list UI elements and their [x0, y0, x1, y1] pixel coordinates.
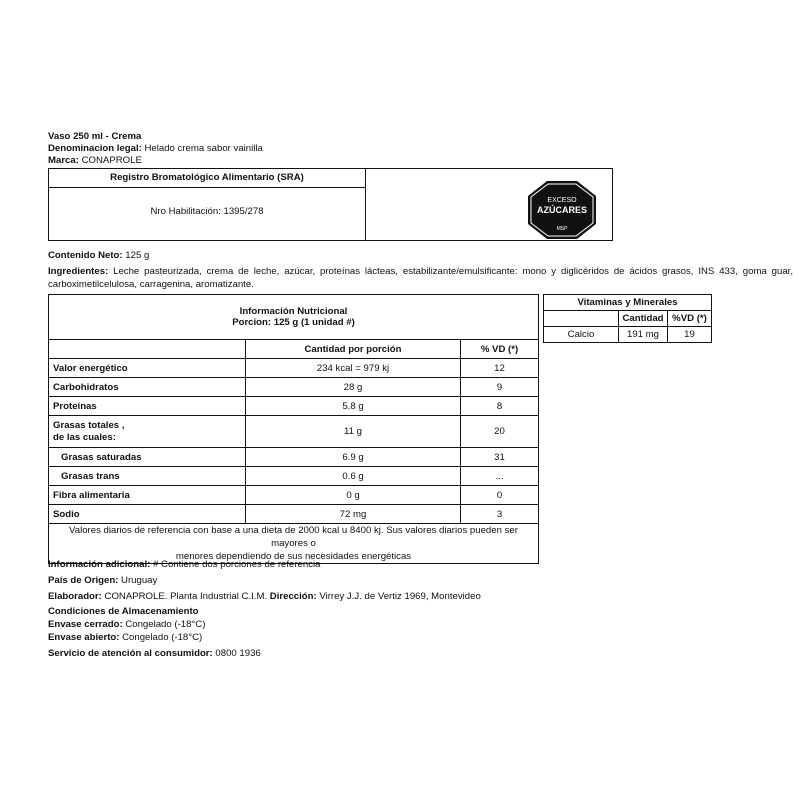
servicio-value: 0800 1936 [212, 648, 261, 659]
adicional-line [48, 559, 321, 571]
condiciones-heading: Condiciones de Almacenamiento [48, 606, 199, 617]
contenido-label: Contenido Neto: [48, 250, 123, 261]
nutrient-name: Fibra alimentaria [49, 486, 246, 505]
nutrient-name: Carbohidratos [49, 378, 246, 397]
seal-line1: EXCESO [547, 197, 577, 204]
nutrition-footnote-row [49, 524, 539, 564]
vitamins-header-empty [544, 311, 619, 327]
vitamins-header-cantidad: Cantidad [619, 311, 668, 327]
table-row [49, 359, 539, 378]
contenido-line [48, 250, 149, 262]
nutrition-title [49, 295, 539, 340]
registro-panel [49, 169, 366, 240]
abierto-label: Envase abierto: [48, 632, 120, 643]
table-row [49, 397, 539, 416]
servicio-label: Servicio de atención al consumidor: [48, 648, 213, 659]
nutrient-vd: 31 [461, 448, 539, 467]
contenido-value: 125 g [122, 250, 150, 261]
table-row [49, 486, 539, 505]
nutrition-header-cantidad: Cantidad por porción [246, 340, 461, 359]
nutrition-title-2: Porcion: 125 g (1 unidad #) [232, 317, 355, 328]
cerrado-label: Envase cerrado: [48, 619, 123, 630]
nutrition-header-vd: % VD (*) [461, 340, 539, 359]
nutrient-name: Valor energético [49, 359, 246, 378]
nutrient-qty: 28 g [246, 378, 461, 397]
nutrient-qty: 0 g [246, 486, 461, 505]
denominacion-line [48, 143, 263, 155]
adicional-label: Información adicional: [48, 559, 151, 570]
denominacion-label: Denominacion legal: [48, 143, 142, 154]
table-row [49, 448, 539, 467]
registro-title: Registro Bromatológico Alimentario (SRA) [49, 169, 365, 188]
seal-line2: AZÚCARES [536, 205, 588, 215]
direccion-label: Dirección: [269, 591, 317, 602]
table-row [49, 467, 539, 486]
elaborador-value: CONAPROLE. Planta Industrial C.I.M. [101, 591, 270, 602]
nutrient-vd: 8 [461, 397, 539, 416]
table-row [49, 416, 539, 448]
vitamins-title-row [544, 295, 712, 311]
seal-line3: MSP [556, 226, 568, 232]
abierto-value: Congelado (-18°C) [119, 632, 203, 643]
nutrient-qty: 234 kcal = 979 kj [246, 359, 461, 378]
vitamin-vd: 19 [668, 327, 712, 343]
nutrient-name: Grasas saturadas [49, 448, 246, 467]
adicional-value: # Contiene dos porciones de referencia [150, 559, 321, 570]
footnote-line1: Valores diarios de referencia con base a una dieta de 2000 kcal u 8400 kj. Sus valores diarios pueden ser mayores o [69, 525, 518, 549]
table-row [49, 378, 539, 397]
footnote-line2: menores dependiendo de sus necesidades energéticas [175, 551, 412, 562]
exceso-azucares-seal-icon [527, 180, 597, 240]
denominacion-value: Helado crema sabor vainilla [141, 143, 263, 154]
nutrient-name: Proteínas [49, 397, 246, 416]
nutrient-vd: 12 [461, 359, 539, 378]
vitamins-header-row [544, 311, 712, 327]
nutrition-footnote [49, 524, 539, 564]
nutrition-header-row [49, 340, 539, 359]
nutrient-name-line2: de las cuales: [53, 431, 116, 443]
vitamins-header-vd: %VD (*) [668, 311, 712, 327]
marca-value: CONAPROLE [78, 155, 142, 166]
nutrition-title-1: Información Nutricional [239, 306, 348, 317]
marca-line [48, 155, 142, 167]
vitamins-table [543, 294, 712, 343]
registro-nro: Nro Habilitación: 1395/278 [150, 206, 264, 217]
nutrient-name [49, 416, 246, 448]
nutrient-vd: 9 [461, 378, 539, 397]
nutrition-table [48, 294, 539, 564]
servicio-line [48, 648, 261, 660]
nutrient-name: Sodio [49, 505, 246, 524]
nutrient-vd: 20 [461, 416, 539, 448]
nutrient-name-line1: Grasas totales , [53, 419, 125, 431]
product-title: Vaso 250 ml - Crema [48, 131, 142, 142]
nutrient-name: Grasas trans [49, 467, 246, 486]
nutrition-header-empty [49, 340, 246, 359]
nutrient-qty: 11 g [246, 416, 461, 448]
ingredientes-paragraph [48, 265, 793, 291]
vitamins-title: Vitaminas y Minerales [544, 295, 712, 311]
ingredientes-value: Leche pasteurizada, crema de leche, azúcar, proteínas lácteas, estabilizante/emulsificante: mono y diglicéridos de ácidos grasos, INS 433, goma guar, carboximetilcelulosa, carragenina, aromatizante. [48, 266, 793, 290]
table-row [49, 505, 539, 524]
abierto-line [48, 632, 202, 644]
direccion-value: Virrey J.J. de Vertiz 1969, Montevideo [316, 591, 481, 602]
elaborador-label: Elaborador: [48, 591, 102, 602]
cerrado-line [48, 619, 205, 631]
nutrient-qty: 6.9 g [246, 448, 461, 467]
elaborador-line [48, 591, 481, 603]
pais-value: Uruguay [118, 575, 158, 586]
nutrient-vd: 0 [461, 486, 539, 505]
vitamin-name: Calcio [544, 327, 619, 343]
nutrient-qty: 0.6 g [246, 467, 461, 486]
nutrient-qty: 5.8 g [246, 397, 461, 416]
ingredientes-label: Ingredientes: [48, 266, 109, 277]
cerrado-value: Congelado (-18°C) [122, 619, 206, 630]
pais-line [48, 575, 157, 587]
marca-label: Marca: [48, 155, 79, 166]
nutrition-title-row [49, 295, 539, 340]
nutrient-qty: 72 mg [246, 505, 461, 524]
nutrient-vd: ... [461, 467, 539, 486]
table-row [544, 327, 712, 343]
pais-label: País de Origen: [48, 575, 119, 586]
vitamin-qty: 191 mg [619, 327, 668, 343]
nutrient-vd: 3 [461, 505, 539, 524]
